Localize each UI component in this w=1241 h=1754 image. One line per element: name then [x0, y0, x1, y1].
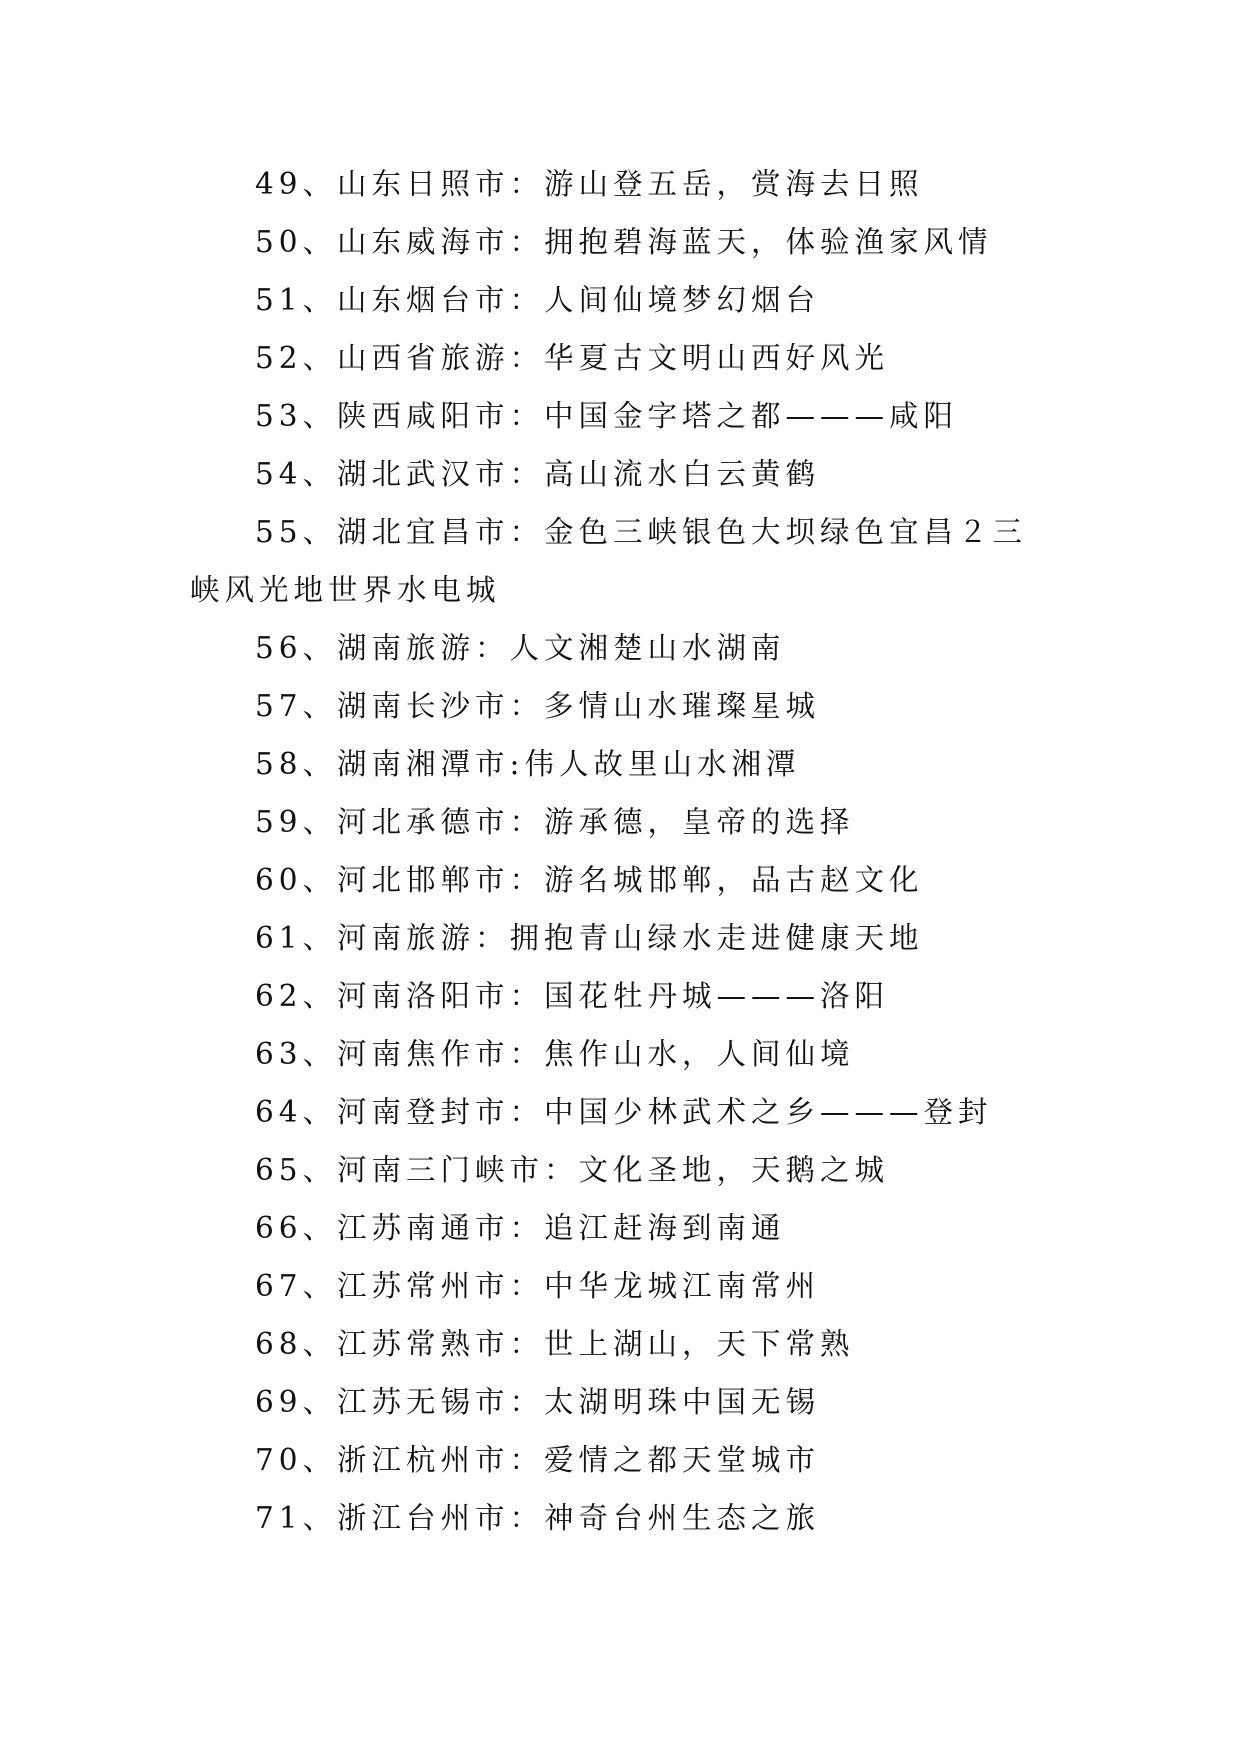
list-item: 55、湖北宜昌市：金色三峡银色大坝绿色宜昌２三峡风光地世界水电城 — [190, 515, 1028, 607]
list-item: 58、湖南湘潭市:伟人故里山水湘潭 — [255, 747, 801, 781]
list-item: 66、江苏南通市：追江赶海到南通 — [255, 1211, 786, 1245]
list-item: 51、山东烟台市：人间仙境梦幻烟台 — [255, 283, 821, 317]
list-item: 62、河南洛阳市：国花牡丹城———洛阳 — [255, 979, 890, 1013]
list-item: 67、江苏常州市：中华龙城江南常州 — [255, 1269, 821, 1303]
list-item: 69、江苏无锡市：太湖明珠中国无锡 — [255, 1385, 821, 1419]
list-item: 64、河南登封市：中国少林武术之乡———登封 — [255, 1095, 993, 1129]
list-item: 70、浙江杭州市：爱情之都天堂城市 — [255, 1443, 821, 1477]
list-item: 49、山东日照市：游山登五岳，赏海去日照 — [255, 167, 924, 201]
list-item: 63、河南焦作市：焦作山水，人间仙境 — [255, 1037, 855, 1071]
list-item: 56、湖南旅游：人文湘楚山水湖南 — [255, 631, 786, 665]
list-item: 54、湖北武汉市：高山流水白云黄鹤 — [255, 457, 821, 491]
list-item: 71、浙江台州市：神奇台州生态之旅 — [255, 1501, 821, 1535]
list-item: 52、山西省旅游：华夏古文明山西好风光 — [255, 341, 890, 375]
list-item: 68、江苏常熟市：世上湖山，天下常熟 — [255, 1327, 855, 1361]
slogan-list — [190, 155, 1060, 1547]
list-item: 61、河南旅游：拥抱青山绿水走进健康天地 — [255, 921, 924, 955]
list-item: 53、陕西咸阳市：中国金字塔之都———咸阳 — [255, 399, 959, 433]
list-item: 59、河北承德市：游承德，皇帝的选择 — [255, 805, 855, 839]
list-item: 65、河南三门峡市：文化圣地，天鹅之城 — [255, 1153, 890, 1187]
list-item: 57、湖南长沙市：多情山水璀璨星城 — [255, 689, 821, 723]
list-item: 50、山东威海市：拥抱碧海蓝天，体验渔家风情 — [255, 225, 993, 259]
list-item: 60、河北邯郸市：游名城邯郸，品古赵文化 — [255, 863, 924, 897]
